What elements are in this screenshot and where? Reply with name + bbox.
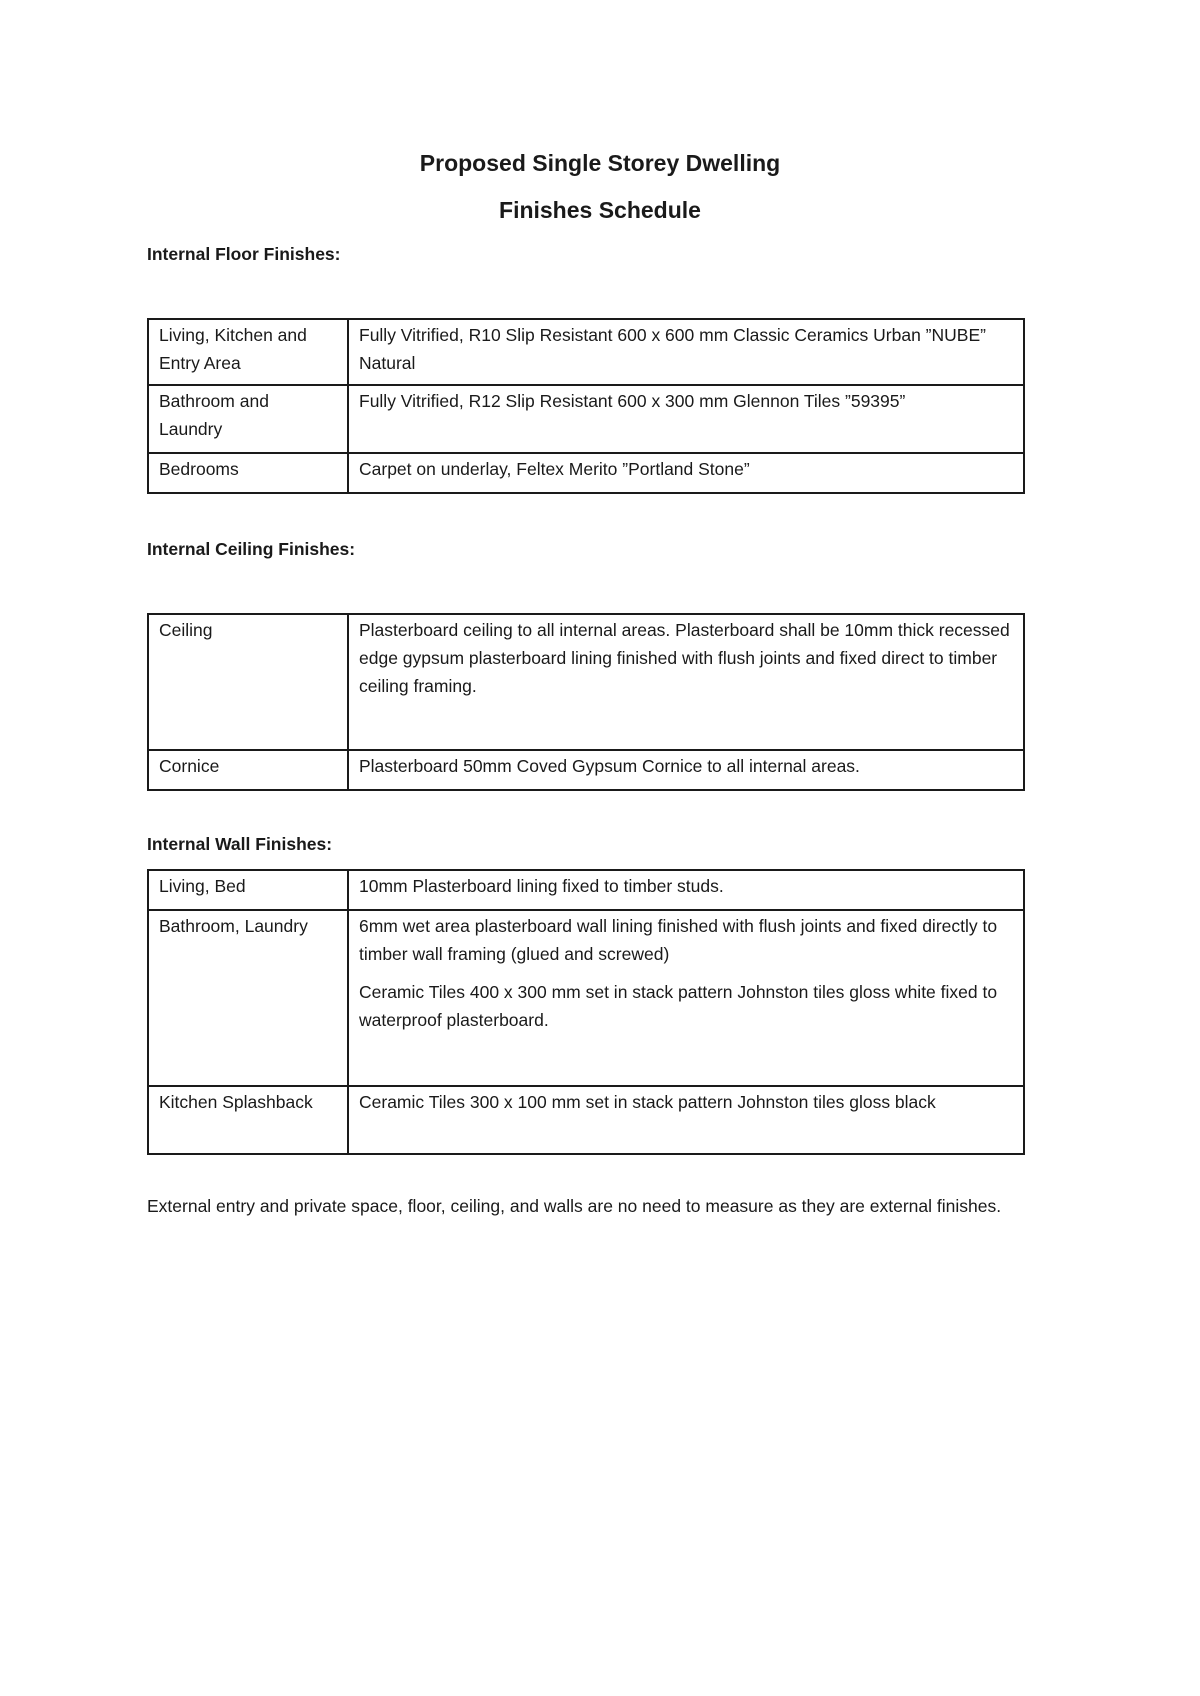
area-cell: Ceiling [148, 614, 348, 750]
table-row [148, 614, 1024, 750]
area-cell: Bathroom, Laundry [148, 910, 348, 1086]
table-row [148, 1086, 1024, 1154]
finish-cell: 10mm Plasterboard lining fixed to timber studs. [348, 870, 1024, 910]
wall-finishes-table [147, 869, 1025, 1155]
table-row [148, 453, 1024, 493]
ceiling-finishes-table [147, 613, 1025, 791]
table-row [148, 870, 1024, 910]
table-row [148, 385, 1024, 453]
finish-cell: Fully Vitrified, R10 Slip Resistant 600 x 600 mm Classic Ceramics Urban ”NUBE” Natural [348, 319, 1024, 385]
finish-cell: Ceramic Tiles 300 x 100 mm set in stack pattern Johnston tiles gloss black [348, 1086, 1024, 1154]
area-cell: Cornice [148, 750, 348, 790]
table-row [148, 910, 1024, 1086]
area-cell: Bedrooms [148, 453, 348, 493]
finish-cell: Plasterboard 50mm Coved Gypsum Cornice to all internal areas. [348, 750, 1024, 790]
area-cell: Living, Bed [148, 870, 348, 910]
floor-finishes-table [147, 318, 1025, 494]
area-cell: Living, Kitchen and Entry Area [148, 319, 348, 385]
finish-paragraph: Ceramic Tiles 400 x 300 mm set in stack pattern Johnston tiles gloss white fixed to waterproof plasterboard. [359, 982, 998, 1030]
area-cell: Kitchen Splashback [148, 1086, 348, 1154]
finish-cell: Carpet on underlay, Feltex Merito ”Portland Stone” [348, 453, 1024, 493]
wall-finishes-heading: Internal Wall Finishes: [147, 834, 333, 854]
area-cell: Bathroom and Laundry [148, 385, 348, 453]
document-subtitle: Finishes Schedule [499, 197, 701, 223]
footer-note: External entry and private space, floor, ceiling, and walls are no need to measure as they are external finishes. [147, 1196, 1002, 1216]
finish-cell [348, 910, 1024, 1086]
floor-finishes-heading: Internal Floor Finishes: [147, 244, 341, 264]
ceiling-finishes-heading: Internal Ceiling Finishes: [147, 539, 356, 559]
table-row [148, 319, 1024, 385]
finish-cell: Fully Vitrified, R12 Slip Resistant 600 x 300 mm Glennon Tiles ”59395” [348, 385, 1024, 453]
finish-cell: Plasterboard ceiling to all internal areas. Plasterboard shall be 10mm thick recessed edge gypsum plasterboard lining finished with flush joints and fixed direct to timber ceiling framing. [348, 614, 1024, 750]
document-title: Proposed Single Storey Dwelling [419, 150, 781, 176]
finish-paragraph: 6mm wet area plasterboard wall lining finished with flush joints and fixed directly to timber wall framing (glued and screwed) [359, 916, 998, 964]
table-row [148, 750, 1024, 790]
